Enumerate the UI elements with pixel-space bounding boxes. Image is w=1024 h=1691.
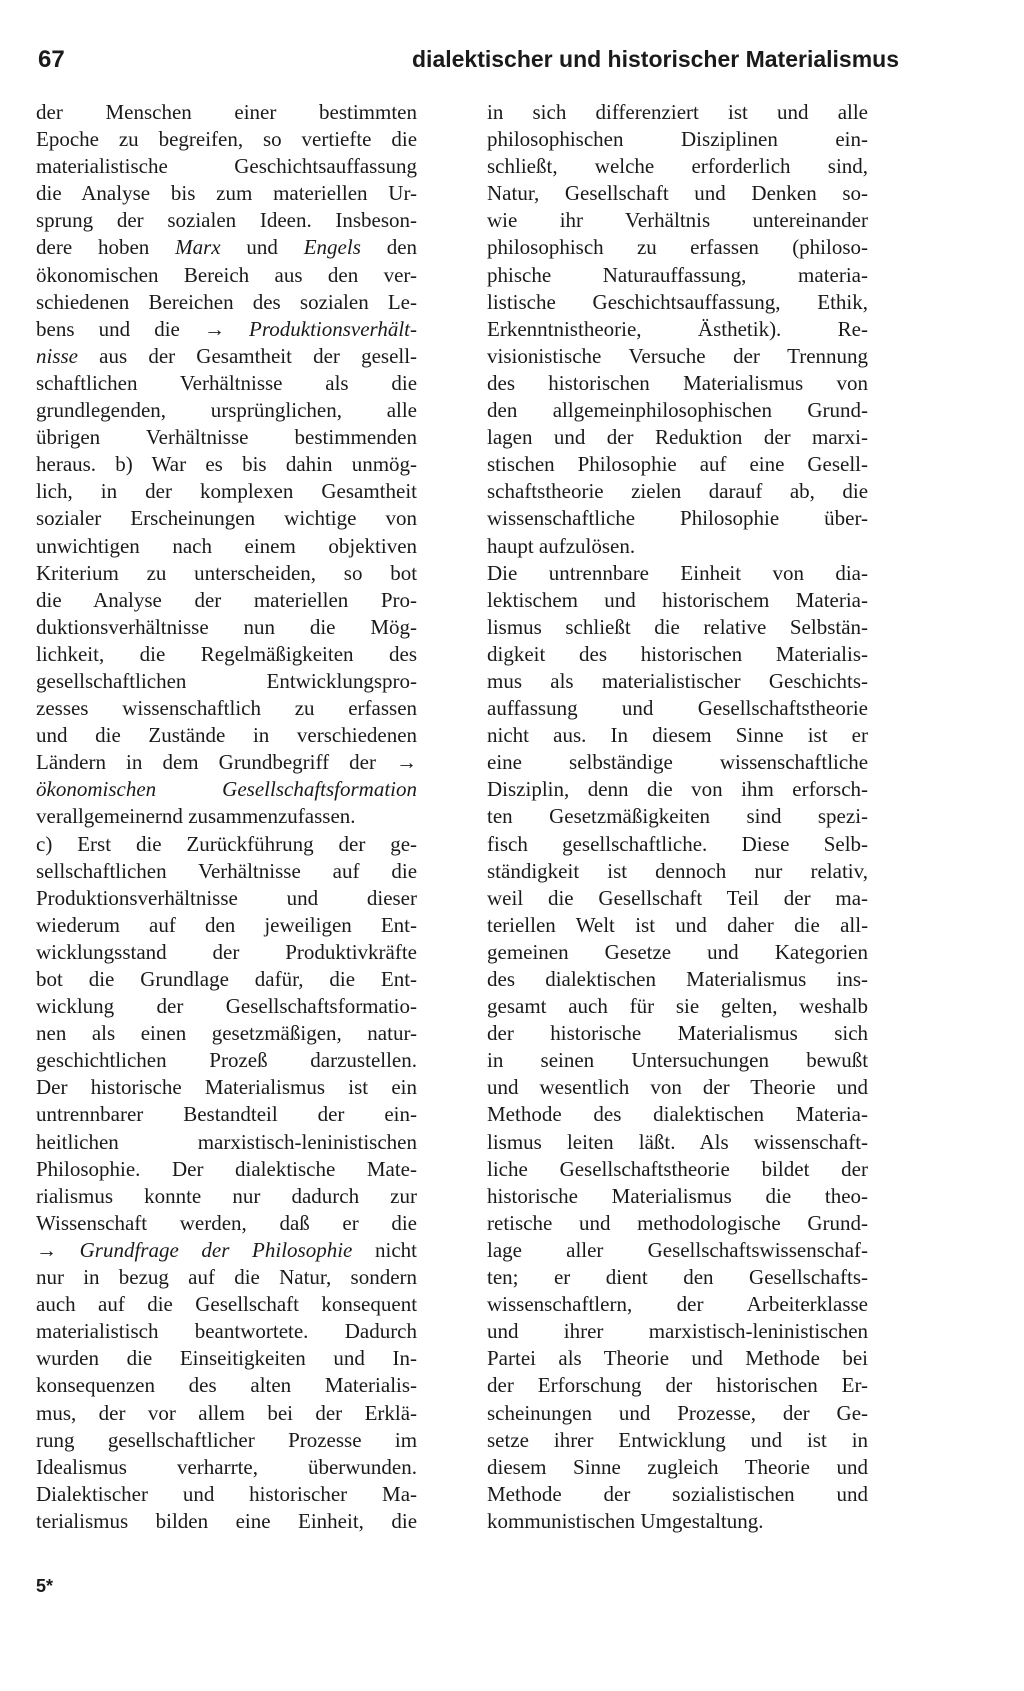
text-line: die Analyse der materiellen Pro- bbox=[36, 587, 417, 612]
text-line: grundlegenden, ursprünglichen, alle bbox=[36, 398, 417, 423]
text-line: schließt, welche erforderlich sind, bbox=[487, 154, 868, 179]
text-line: Ländern in dem Grundbegriff der → bbox=[36, 750, 417, 775]
text-line: nen als einen gesetzmäßigen, natur- bbox=[36, 1021, 417, 1046]
text-line: mus als materialistischer Geschichts- bbox=[487, 668, 868, 693]
text-line: ten; er dient den Gesellschafts- bbox=[487, 1265, 868, 1290]
text-line: und ihrer marxistisch-leninistischen bbox=[487, 1319, 868, 1344]
text-line: schiedenen Bereichen des sozialen Le- bbox=[36, 289, 417, 314]
text-line: gemeinen Gesetze und Kategorien bbox=[487, 939, 868, 964]
text-line: kommunistischen Umgestaltung. bbox=[487, 1508, 764, 1533]
text-line: in seinen Untersuchungen bewußt bbox=[487, 1048, 868, 1073]
text-line: mus, der vor allem bei der Erklä- bbox=[36, 1400, 417, 1425]
text-line: sprung der sozialen Ideen. Insbeson- bbox=[36, 208, 417, 233]
text-line: Die untrennbare Einheit von dia- bbox=[487, 560, 868, 585]
text-line: Disziplin, denn die von ihm erforsch- bbox=[487, 777, 868, 802]
text-line: lektischem und historischem Materia- bbox=[487, 587, 868, 612]
text-line: diesem Sinne zugleich Theorie und bbox=[487, 1454, 868, 1479]
text-line: ten Gesetzmäßigkeiten sind spezi- bbox=[487, 804, 868, 829]
text-line: nur in bezug auf die Natur, sondern bbox=[36, 1265, 417, 1290]
text-line: Dialektischer und historischer Ma- bbox=[36, 1481, 417, 1506]
text-line: phische Naturauffassung, materia- bbox=[487, 262, 868, 287]
text-line: visionistische Versuche der Trennung bbox=[487, 343, 868, 368]
text-line: terialismus bilden eine Einheit, die bbox=[36, 1508, 417, 1533]
text-line: Methode der sozialistischen und bbox=[487, 1481, 868, 1506]
page-number: 67 bbox=[38, 46, 65, 73]
text-line: sellschaftlichen Verhältnisse auf die bbox=[36, 858, 417, 883]
text-line: duktionsverhältnisse nun die Mög- bbox=[36, 614, 417, 639]
text-line: scheinungen und Prozesse, der Ge- bbox=[487, 1400, 868, 1425]
text-line: ständigkeit ist dennoch nur relativ, bbox=[487, 858, 868, 883]
text-line: Wissenschaft werden, daß er die bbox=[36, 1210, 417, 1235]
text-line: dere hoben Marx und Engels den bbox=[36, 235, 417, 260]
text-line: des historischen Materialismus von bbox=[487, 370, 868, 395]
text-line: teriellen Welt ist und daher die all- bbox=[487, 912, 868, 937]
text-line: wurden die Einseitigkeiten und In- bbox=[36, 1346, 417, 1371]
text-line: den allgemeinphilosophischen Grund- bbox=[487, 398, 868, 423]
text-line: lismus leiten läßt. Als wissenschaft- bbox=[487, 1129, 868, 1154]
text-line: Der historische Materialismus ist ein bbox=[36, 1075, 417, 1100]
text-line: in sich differenziert ist und alle bbox=[487, 100, 868, 124]
text-line: materialistisch beantwortete. Dadurch bbox=[36, 1319, 417, 1344]
text-line: heraus. b) War es bis dahin unmög- bbox=[36, 452, 417, 477]
text-line: Methode des dialektischen Materia- bbox=[487, 1102, 868, 1127]
text-line: gesamt auch für sie gelten, weshalb bbox=[487, 994, 868, 1019]
text-line: wiederum auf den jeweiligen Ent- bbox=[36, 912, 417, 937]
text-line: zesses wissenschaftlich zu erfassen bbox=[36, 696, 417, 721]
text-line: listische Geschichtsauffassung, Ethik, bbox=[487, 289, 868, 314]
text-line: lagen und der Reduktion der marxi- bbox=[487, 425, 868, 450]
text-line: Idealismus verharrte, überwunden. bbox=[36, 1454, 417, 1479]
text-line: setze ihrer Entwicklung und ist in bbox=[487, 1427, 868, 1452]
text-line: retische und methodologische Grund- bbox=[487, 1210, 868, 1235]
text-line: ökonomischen Bereich aus den ver- bbox=[36, 262, 417, 287]
text-line: fisch gesellschaftliche. Diese Selb- bbox=[487, 831, 868, 856]
text-line: → Grundfrage der Philosophie nicht bbox=[36, 1237, 417, 1262]
text-line: auffassung und Gesellschaftstheorie bbox=[487, 696, 868, 721]
text-line: stischen Philosophie auf eine Gesell- bbox=[487, 452, 868, 477]
text-line: rialismus konnte nur dadurch zur bbox=[36, 1183, 417, 1208]
text-line: unwichtigen nach einem objektiven bbox=[36, 533, 417, 558]
text-line: wissenschaftlern, der Arbeiterklasse bbox=[487, 1292, 868, 1317]
text-line: wicklungsstand der Produktivkräfte bbox=[36, 939, 417, 964]
text-line: verallgemeinernd zusammenzufassen. bbox=[36, 804, 356, 829]
text-line: Kriterium zu unterscheiden, so bot bbox=[36, 560, 417, 585]
text-line: digkeit des historischen Materialis- bbox=[487, 641, 868, 666]
text-line: nisse aus der Gesamtheit der gesell- bbox=[36, 343, 417, 368]
text-line: Natur, Gesellschaft und Denken so- bbox=[487, 181, 868, 206]
text-line: sozialer Erscheinungen wichtige von bbox=[36, 506, 417, 531]
text-line: heitlichen marxistisch-leninistischen bbox=[36, 1129, 417, 1154]
text-line: haupt aufzulösen. bbox=[487, 533, 636, 558]
text-line: historische Materialismus die theo- bbox=[487, 1183, 868, 1208]
text-line: ökonomischen Gesellschaftsformation bbox=[36, 777, 417, 802]
text-line: und die Zustände in verschiedenen bbox=[36, 723, 417, 748]
text-line: Epoche zu begreifen, so vertiefte die bbox=[36, 127, 417, 152]
text-line: untrennbarer Bestandteil der ein- bbox=[36, 1102, 417, 1127]
text-line: die Analyse bis zum materiellen Ur- bbox=[36, 181, 417, 206]
text-line: eine selbständige wissenschaftliche bbox=[487, 750, 868, 775]
text-line: schaftlichen Verhältnisse als die bbox=[36, 370, 417, 395]
text-line: schaftstheorie zielen darauf ab, die bbox=[487, 479, 868, 504]
text-line: wicklung der Gesellschaftsformatio- bbox=[36, 994, 417, 1019]
text-line: geschichtlichen Prozeß darzustellen. bbox=[36, 1048, 417, 1073]
text-line: der historische Materialismus sich bbox=[487, 1021, 868, 1046]
text-line: des dialektischen Materialismus ins- bbox=[487, 967, 868, 991]
text-line: c) Erst die Zurückführung der ge- bbox=[36, 831, 417, 856]
text-line: lismus schließt die relative Selbstän- bbox=[487, 614, 868, 639]
text-line: Philosophie. Der dialektische Mate- bbox=[36, 1156, 417, 1181]
text-line: gesellschaftlichen Entwicklungspro- bbox=[36, 668, 417, 693]
text-line: übrigen Verhältnisse bestimmenden bbox=[36, 425, 417, 450]
text-line: bens und die → Produktionsverhält- bbox=[36, 316, 417, 341]
text-line: philosophischen Disziplinen ein- bbox=[487, 127, 868, 152]
text-line: lichkeit, die Regelmäßigkeiten des bbox=[36, 641, 417, 666]
running-title: dialektischer und historischer Materialismus bbox=[412, 46, 899, 72]
text-line: lage aller Gesellschaftswissenschaf- bbox=[487, 1237, 868, 1262]
text-line: konsequenzen des alten Materialis- bbox=[36, 1373, 417, 1398]
text-line: und wesentlich von der Theorie und bbox=[487, 1075, 868, 1100]
text-line: Produktionsverhältnisse und dieser bbox=[36, 885, 417, 910]
text-line: der Erforschung der historischen Er- bbox=[487, 1373, 868, 1398]
left-text-column bbox=[36, 99, 417, 1535]
text-line: liche Gesellschaftstheorie bildet der bbox=[487, 1156, 868, 1181]
text-line: auch auf die Gesellschaft konsequent bbox=[36, 1292, 417, 1317]
text-line: nicht aus. In diesem Sinne ist er bbox=[487, 723, 868, 748]
text-line: wie ihr Verhältnis untereinander bbox=[487, 208, 868, 233]
text-line: wissenschaftliche Philosophie über- bbox=[487, 506, 868, 531]
text-line: Erkenntnistheorie, Ästhetik). Re- bbox=[487, 316, 868, 341]
text-line: rung gesellschaftlicher Prozesse im bbox=[36, 1427, 417, 1452]
text-line: lich, in der komplexen Gesamtheit bbox=[36, 479, 417, 504]
right-text-column bbox=[487, 99, 868, 1535]
text-line: weil die Gesellschaft Teil der ma- bbox=[487, 885, 868, 910]
text-line: Partei als Theorie und Methode bei bbox=[487, 1346, 868, 1371]
text-line: materialistische Geschichtsauffassung bbox=[36, 154, 417, 179]
text-line: philosophisch zu erfassen (philoso- bbox=[487, 235, 868, 260]
text-line: bot die Grundlage dafür, die Ent- bbox=[36, 967, 417, 991]
text-line: der Menschen einer bestimmten bbox=[36, 100, 417, 124]
signature-mark: 5* bbox=[36, 1576, 54, 1596]
